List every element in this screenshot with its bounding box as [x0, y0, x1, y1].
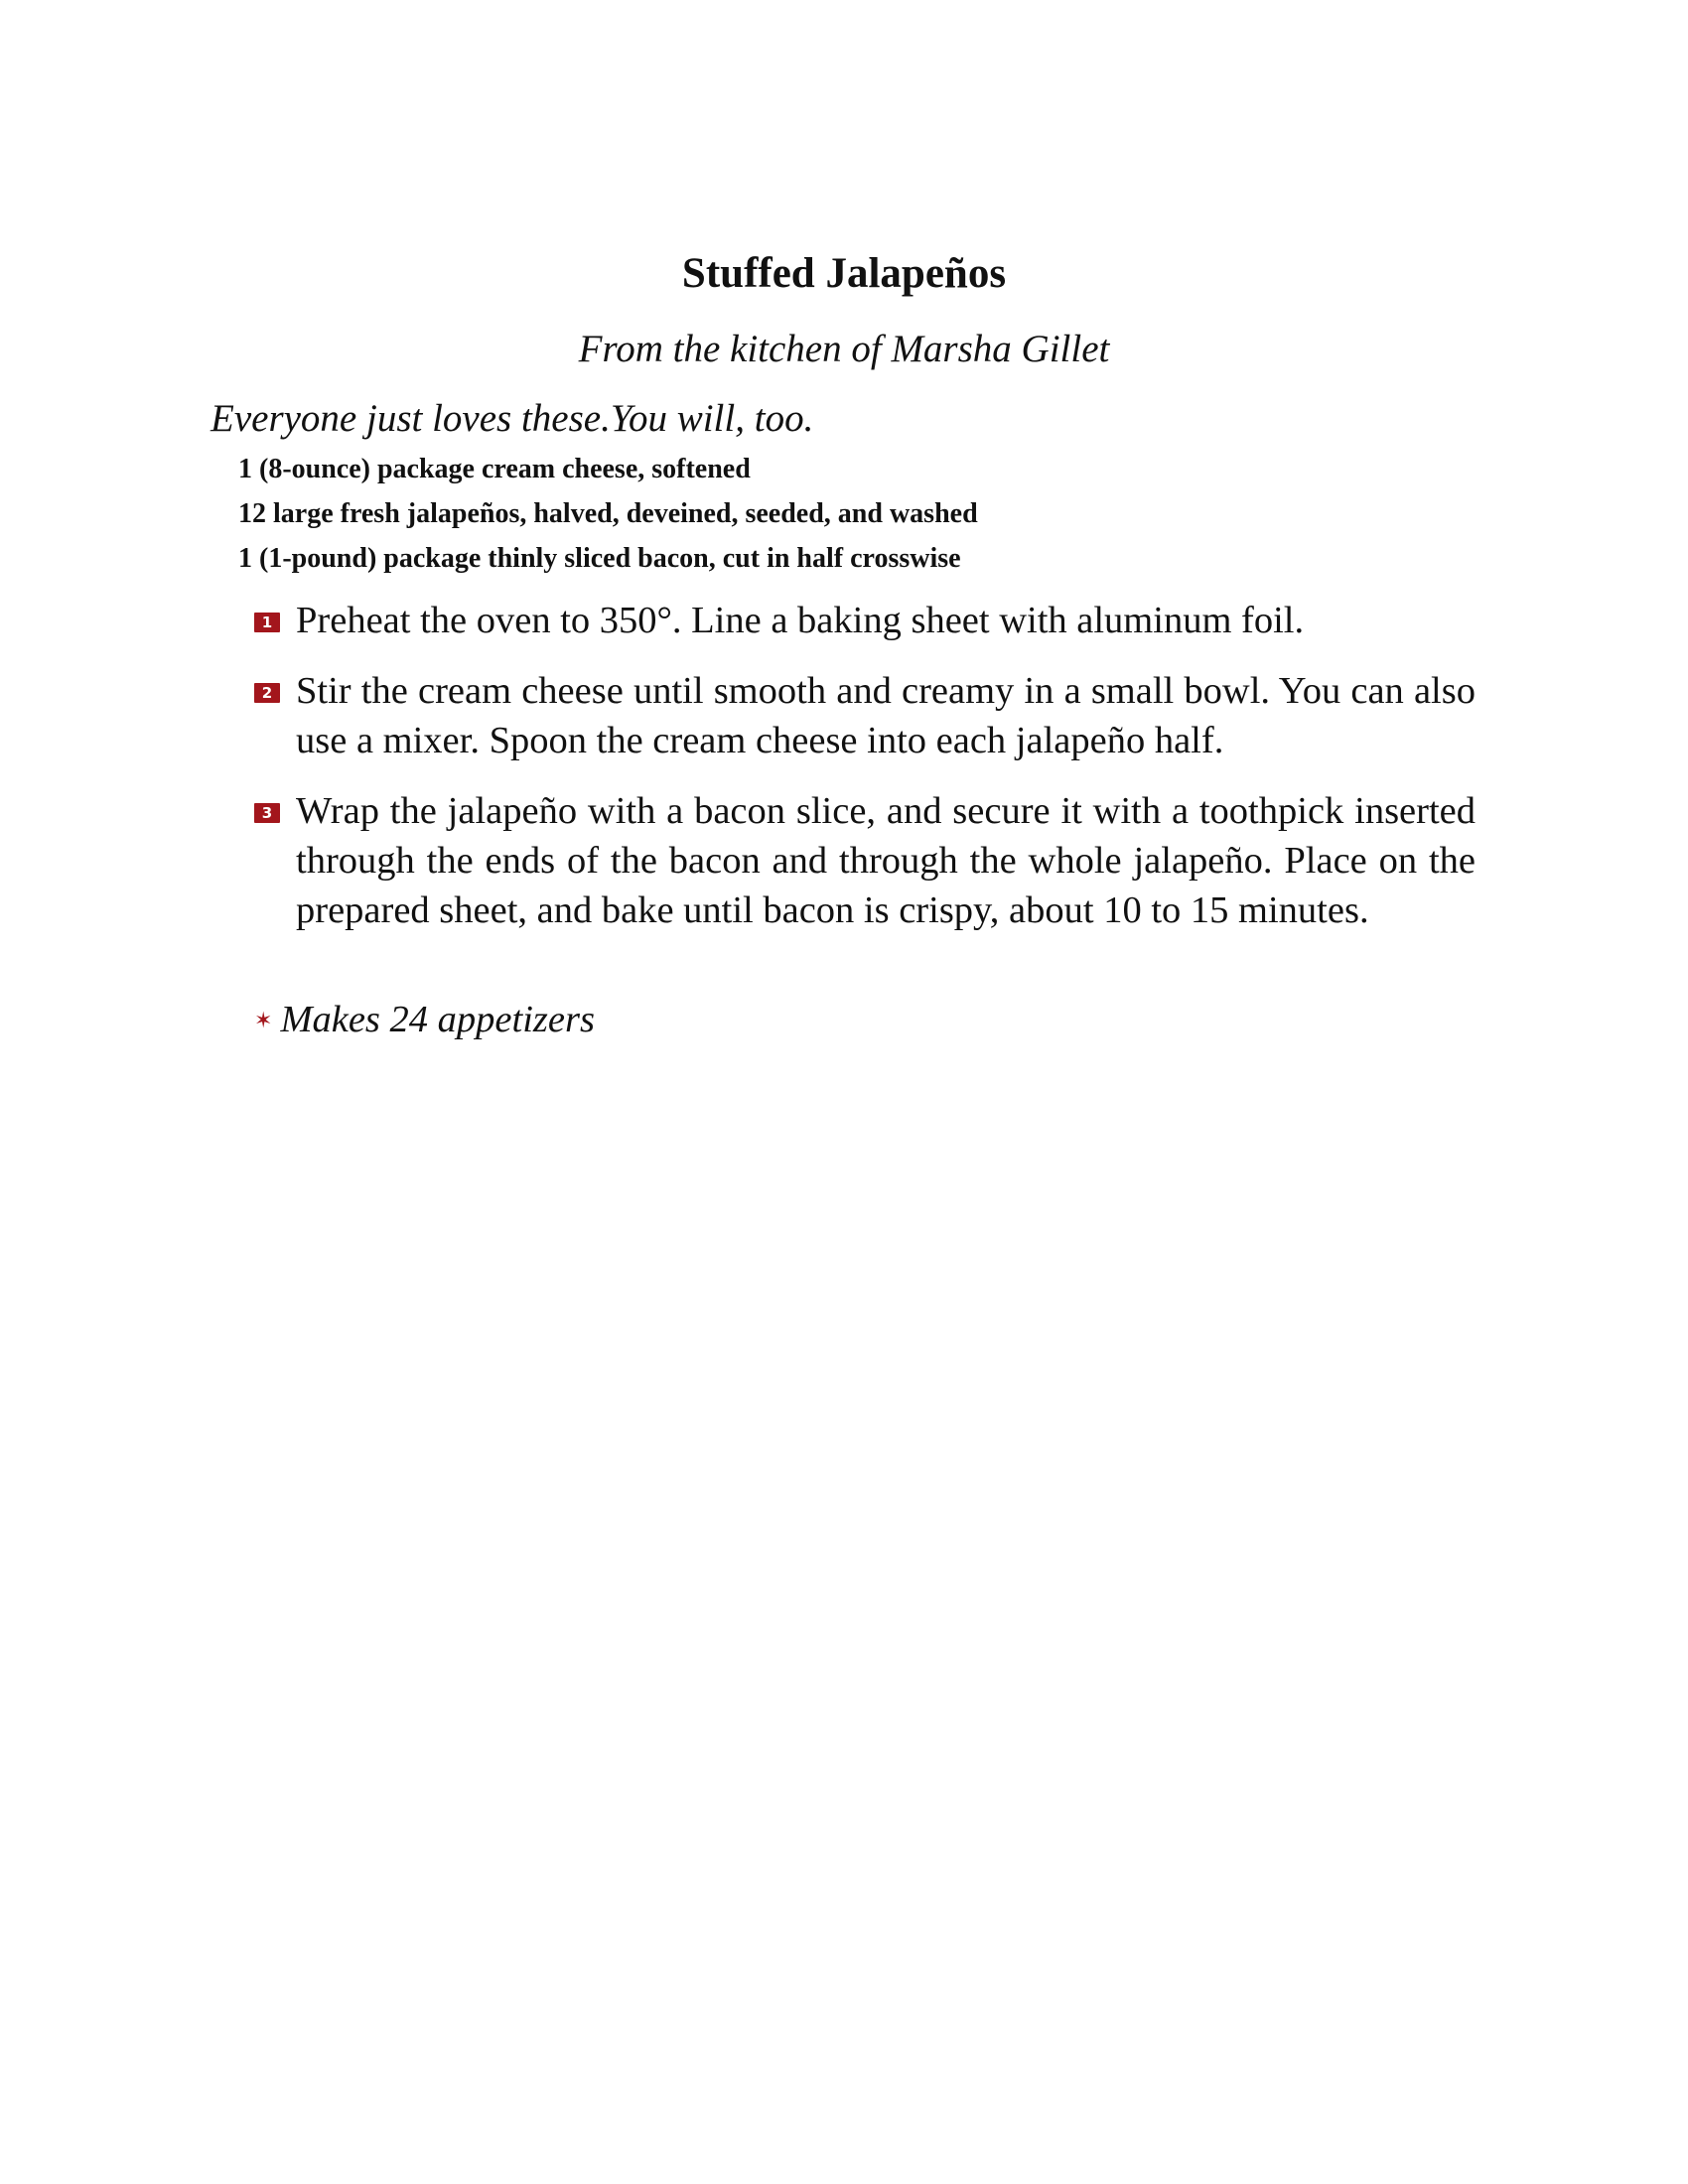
step-text: Preheat the oven to 350°. Line a baking sheet with aluminum foil. — [296, 600, 1305, 641]
yield-text: Makes 24 appetizers — [280, 999, 595, 1040]
recipe-byline: From the kitchen of Marsha Gillet — [578, 328, 1110, 370]
ingredient-item: 1 (8-ounce) package cream cheese, softened — [238, 454, 751, 484]
ingredient-item: 1 (1-pound) package thinly sliced bacon, cut in half crosswise — [238, 543, 961, 574]
step-number-badge: 1 — [254, 613, 280, 632]
step-list — [254, 596, 1476, 956]
ingredient-list — [238, 447, 978, 581]
step-item — [254, 666, 1476, 765]
step-item — [254, 596, 1476, 645]
star-icon: ✶ — [254, 1009, 273, 1033]
recipe-yield — [254, 995, 595, 1046]
recipe-intro: Everyone just loves these.You will, too. — [211, 397, 814, 440]
step-number-badge: 3 — [254, 803, 280, 823]
step-number-badge: 2 — [254, 683, 280, 703]
ingredient-item: 12 large fresh jalapeños, halved, deveined, seeded, and washed — [238, 498, 978, 529]
step-text: Wrap the jalapeño with a bacon slice, and secure it with a toothpick inserted through the ends of the bacon and through the whole jalapeño. Place on the prepared sheet, and bake until bacon is crispy, about 10 to 15 minutes. — [296, 790, 1476, 931]
step-item — [254, 786, 1476, 935]
step-text: Stir the cream cheese until smooth and creamy in a small bowl. You can also use a mixer. Spoon the cream cheese into each jalapeño half. — [296, 670, 1476, 761]
recipe-title: Stuffed Jalapeños — [681, 250, 1007, 297]
